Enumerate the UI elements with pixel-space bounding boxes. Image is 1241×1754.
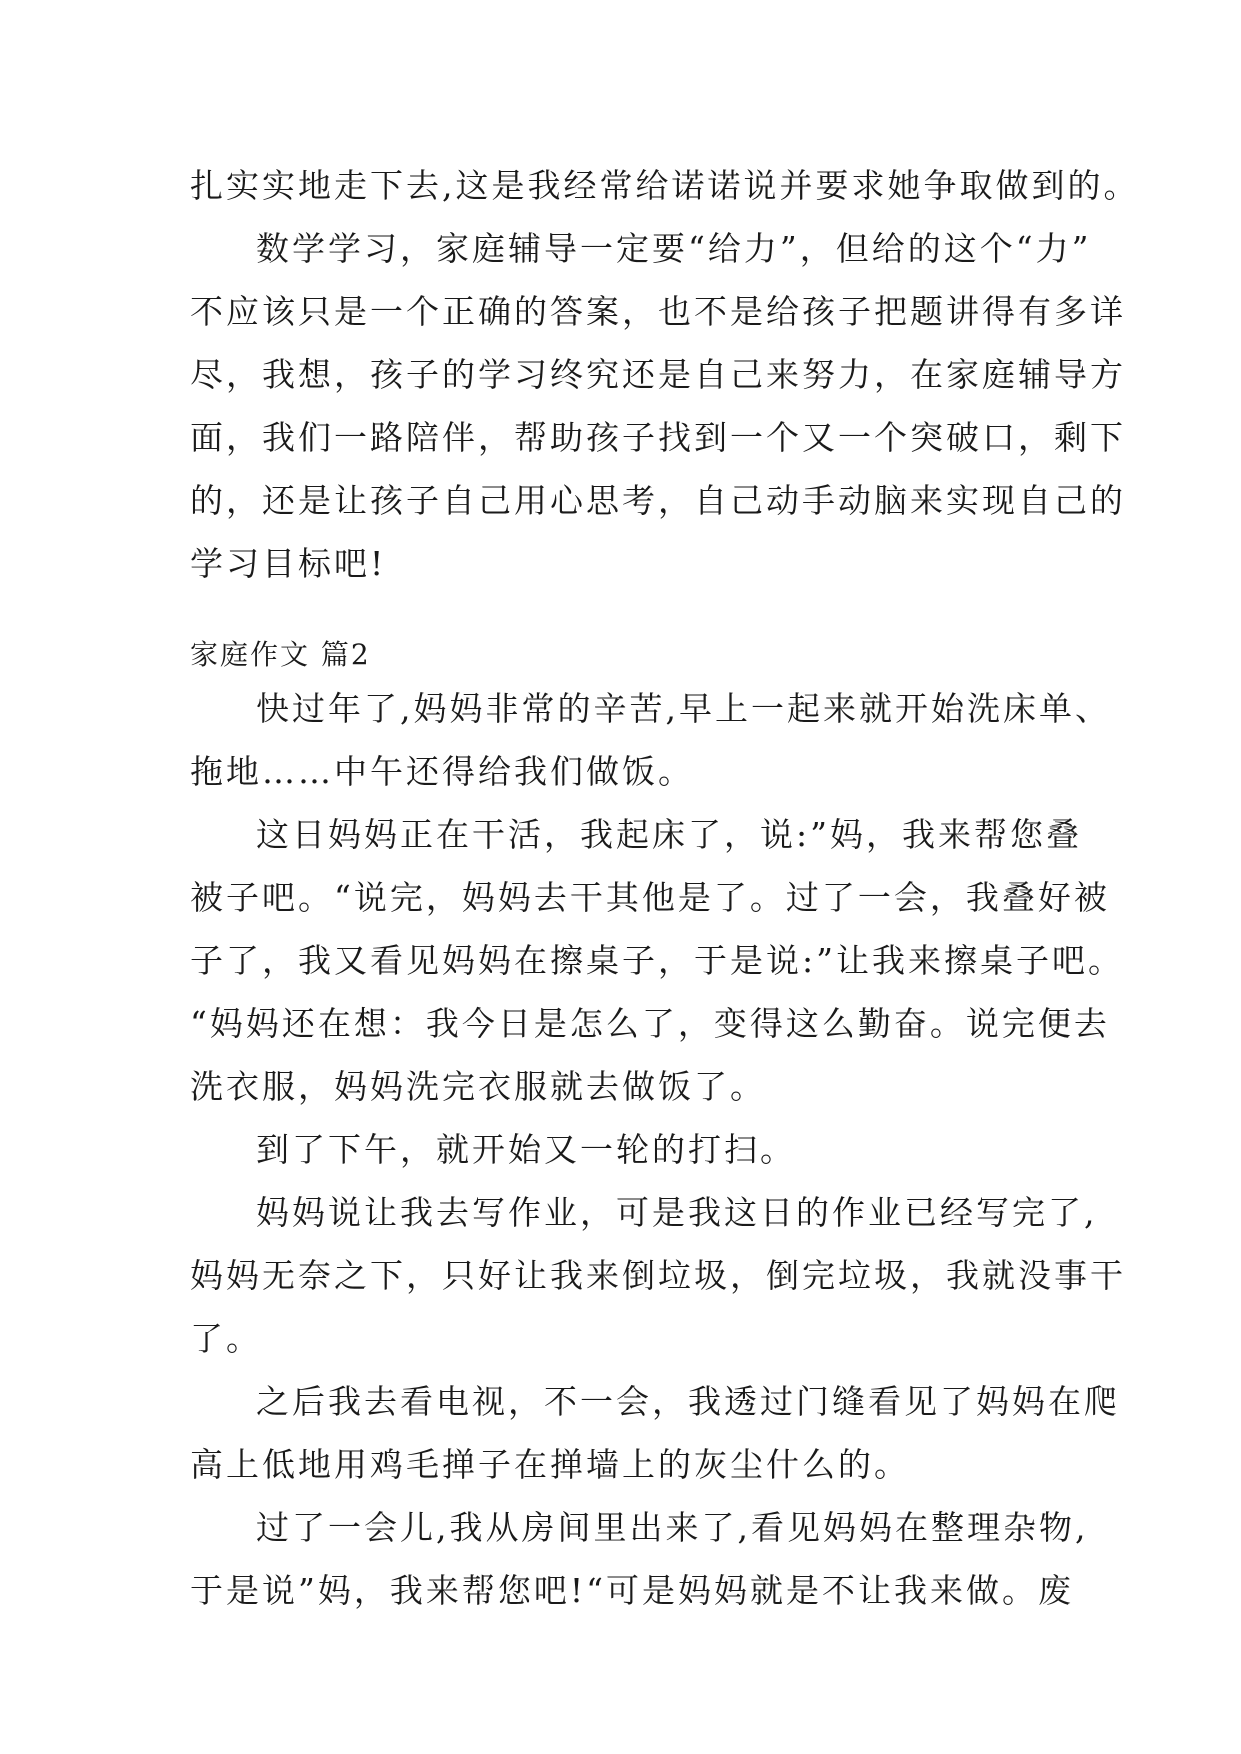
- paragraph-line: 洗衣服，妈妈洗完衣服就去做饭了。: [190, 1067, 766, 1106]
- paragraph-line: 扎实实地走下去,这是我经常给诺诺说并要求她争取做到的。: [190, 166, 1140, 205]
- paragraph-line: 的，还是让孩子自己用心思考，自己动手动脑来实现自己的: [190, 481, 1126, 520]
- paragraph-line: 被子吧。“说完，妈妈去干其他是了。过了一会，我叠好被: [190, 878, 1110, 917]
- paragraph-line: 数学学习，家庭辅导一定要“给力”，但给的这个“力”: [256, 229, 1092, 268]
- paragraph-line: 高上低地用鸡毛掸子在掸墙上的灰尘什么的。: [190, 1445, 910, 1484]
- paragraph-line: 学习目标吧!: [190, 544, 387, 583]
- paragraph-line: “妈妈还在想：我今日是怎么了，变得这么勤奋。说完便去: [190, 1004, 1110, 1043]
- paragraph-line: 不应该只是一个正确的答案，也不是给孩子把题讲得有多详: [190, 292, 1126, 331]
- paragraph-line: 这日妈妈正在干活，我起床了，说:”妈，我来帮您叠: [256, 815, 1082, 854]
- paragraph-line: 之后我去看电视，不一会，我透过门缝看见了妈妈在爬: [256, 1382, 1120, 1421]
- paragraph-line: 于是说”妈，我来帮您吧!“可是妈妈就是不让我来做。废: [190, 1571, 1075, 1610]
- paragraph-line: 尽，我想，孩子的学习终究还是自己来努力，在家庭辅导方: [190, 355, 1126, 394]
- paragraph-line: 拖地……中午还得给我们做饭。: [190, 752, 694, 791]
- paragraph-line: 到了下午，就开始又一轮的打扫。: [256, 1130, 796, 1169]
- paragraph-line: 面，我们一路陪伴，帮助孩子找到一个又一个突破口，剩下: [190, 418, 1126, 457]
- paragraph-line: 妈妈说让我去写作业，可是我这日的作业已经写完了,: [256, 1193, 1098, 1232]
- paragraph-line: 子了，我又看见妈妈在擦桌子，于是说:”让我来擦桌子吧。: [190, 941, 1124, 980]
- section-heading: 家庭作文 篇2: [190, 638, 371, 671]
- paragraph-line: 快过年了,妈妈非常的辛苦,早上一起来就开始洗床单、: [256, 689, 1111, 728]
- paragraph-line: 妈妈无奈之下，只好让我来倒垃圾，倒完垃圾，我就没事干: [190, 1256, 1126, 1295]
- paragraph-line: 了。: [190, 1319, 262, 1358]
- paragraph-line: 过了一会儿,我从房间里出来了,看见妈妈在整理杂物,: [256, 1508, 1089, 1547]
